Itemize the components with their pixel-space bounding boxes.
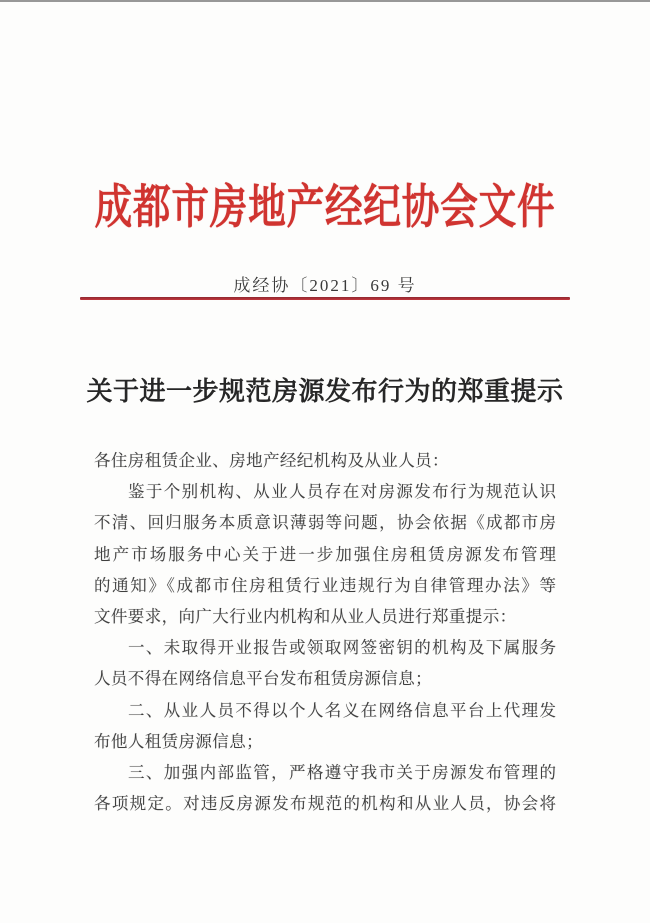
document-org-title: 成都市房地产经纪协会文件 [94, 182, 556, 234]
red-divider-line [80, 297, 570, 300]
body-line-item-2: 二、从业人员不得以个人名义在网络信息平台上代理发 [128, 700, 556, 720]
body-line: 鉴于个别机构、从业人员存在对房源发布行为规范认识 [128, 482, 556, 502]
body-line: 不清、回归服务本质意识薄弱等问题，协会依据《成都市房 [94, 513, 556, 533]
body-line: 文件要求，向广大行业内机构和从业人员进行郑重提示： [94, 607, 517, 627]
body-line: 地产市场服务中心关于进一步加强住房租赁房源发布管理 [94, 544, 556, 564]
scan-top-edge [0, 0, 650, 2]
body-line: 人员不得在网络信息平台发布租赁房源信息； [94, 669, 432, 689]
document-body [94, 445, 556, 819]
document-number: 成经协〔2021〕69 号 [233, 276, 417, 295]
body-line-item-3: 三、加强内部监管，严格遵守我市关于房源发布管理的 [128, 763, 556, 783]
body-line: 的通知》《成都市住房租赁行业违规行为自律管理办法》等 [94, 575, 556, 595]
body-line: 布他人租赁房源信息； [94, 731, 263, 751]
document-header [0, 170, 650, 237]
document-title: 关于进一步规范房源发布行为的郑重提示 [86, 377, 564, 406]
body-line: 各项规定。对违反房源发布规范的机构和从业人员，协会将 [94, 794, 556, 814]
body-line-item-1: 一、未取得开业报告或领取网签密钥的机构及下属服务 [128, 638, 556, 658]
body-line-salutation: 各住房租赁企业、房地产经纪机构及从业人员： [94, 451, 449, 470]
